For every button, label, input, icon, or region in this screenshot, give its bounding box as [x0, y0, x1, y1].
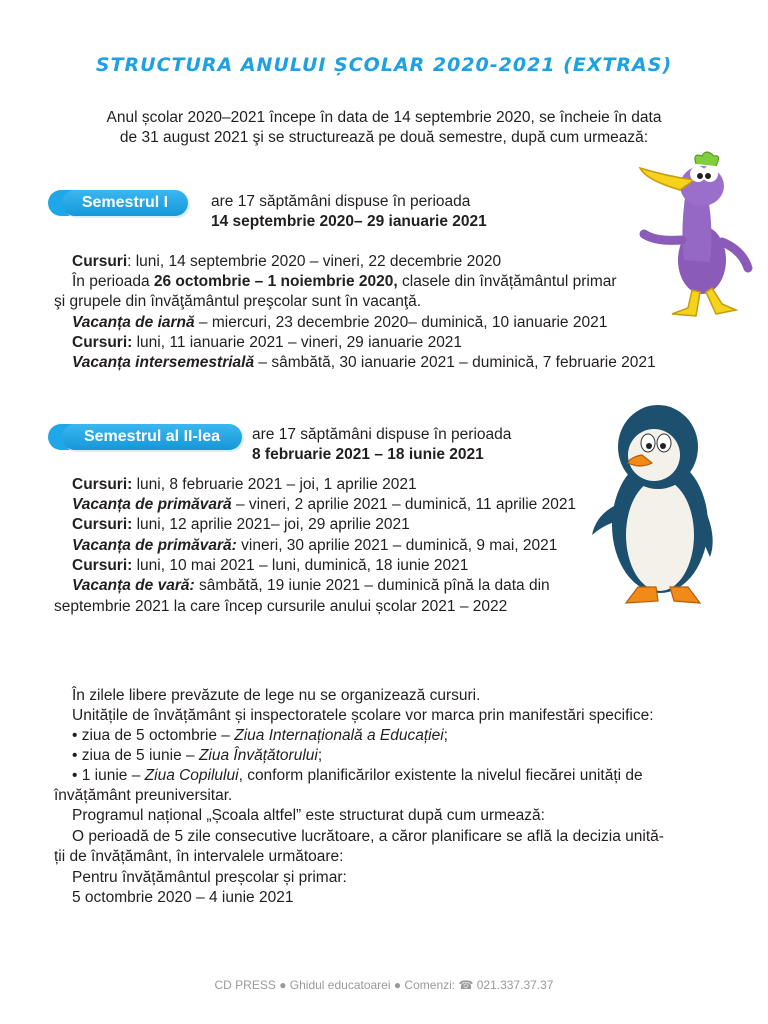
- note-line: • ziua de 5 octombrie – Ziua Internațională a Educației;: [72, 727, 448, 744]
- purple-bird-illustration: [636, 150, 758, 320]
- intro-line: de 31 august 2021 şi se structurează pe două semestre, după cum urmează:: [119, 129, 649, 146]
- sem1-row: Vacanța intersemestrială – sâmbătă, 30 ianuarie 2021 – duminică, 7 februarie 2021: [72, 354, 656, 371]
- sem2-row: Cursuri: luni, 12 aprilie 2021– joi, 29 aprilie 2021: [72, 516, 410, 533]
- note-line: ții de învățământ, în intervalele următoare:: [54, 848, 344, 865]
- note-line: Programul național „Școala altfel” este structurat după cum urmează:: [72, 807, 545, 824]
- sem1-row: În perioada 26 octombrie – 1 noiembrie 2020, clasele din învățământul primar: [72, 273, 617, 290]
- note-line: O perioadă de 5 zile consecutive lucrătoare, a căror planificare se află la decizia unită-: [72, 828, 664, 845]
- intro-line: Anul școlar 2020–2021 începe în data de 14 septembrie 2020, se încheie în data: [106, 109, 662, 126]
- semester-1-badge: Semestrul I: [62, 190, 188, 216]
- note-line: Unitățile de învățământ și inspectoratele școlare vor marca prin manifestări specifice:: [72, 707, 654, 724]
- sem2-row: Vacanța de primăvară – vineri, 2 aprilie 2021 – duminică, 11 aprilie 2021: [72, 496, 577, 513]
- sem1-row: Cursuri: luni, 14 septembrie 2020 – vineri, 22 decembrie 2020: [72, 253, 502, 270]
- sem2-row: Vacanța de primăvară: vineri, 30 aprilie 2021 – duminică, 9 mai, 2021: [72, 537, 558, 554]
- sem2-row: septembrie 2021 la care încep cursurile anului școlar 2021 – 2022: [54, 598, 508, 615]
- note-line: • 1 iunie – Ziua Copilului, conform planificărilor existente la nivelul fiecărei unități de: [72, 767, 643, 784]
- semester-2-period: 8 februarie 2021 – 18 iunie 2021: [252, 446, 484, 463]
- intro-paragraph: [60, 108, 708, 148]
- note-line: 5 octombrie 2020 – 4 iunie 2021: [72, 889, 294, 906]
- page-title: STRUCTURA ANULUI ȘCOLAR 2020-2021 (EXTRAS): [95, 54, 673, 76]
- penguin-illustration: [590, 395, 720, 610]
- note-line: Pentru învățământul preșcolar și primar:: [72, 869, 347, 886]
- sem2-row: Vacanța de vară: sâmbătă, 19 iunie 2021 – duminică pînă la data din: [72, 577, 550, 594]
- page-footer: CD PRESS ● Ghidul educatoarei ● Comenzi: ☎ 021.337.37.37: [214, 978, 554, 992]
- semester-1-desc: are 17 săptămâni dispuse în perioada: [211, 193, 471, 210]
- sem2-row: Cursuri: luni, 8 februarie 2021 – joi, 1 aprilie 2021: [72, 476, 417, 493]
- sem1-row: şi grupele din învăţământul preşcolar sunt în vacanţă.: [54, 293, 422, 310]
- sem2-row: Cursuri: luni, 10 mai 2021 – luni, duminică, 18 iunie 2021: [72, 557, 469, 574]
- note-line: învățământ preuniversitar.: [54, 787, 233, 804]
- sem1-row: Cursuri: luni, 11 ianuarie 2021 – vineri, 29 ianuarie 2021: [72, 334, 463, 351]
- semester-2-desc: are 17 săptămâni dispuse în perioada: [252, 426, 512, 443]
- note-line: În zilele libere prevăzute de lege nu se organizează cursuri.: [72, 687, 481, 704]
- semester-2-badge: Semestrul al II-lea: [62, 424, 242, 450]
- sem1-row: Vacanța de iarnă – miercuri, 23 decembrie 2020– duminică, 10 ianuarie 2021: [72, 314, 608, 331]
- semester-1-period: 14 septembrie 2020– 29 ianuarie 2021: [211, 213, 487, 230]
- note-line: • ziua de 5 iunie – Ziua Învățătorului;: [72, 747, 323, 764]
